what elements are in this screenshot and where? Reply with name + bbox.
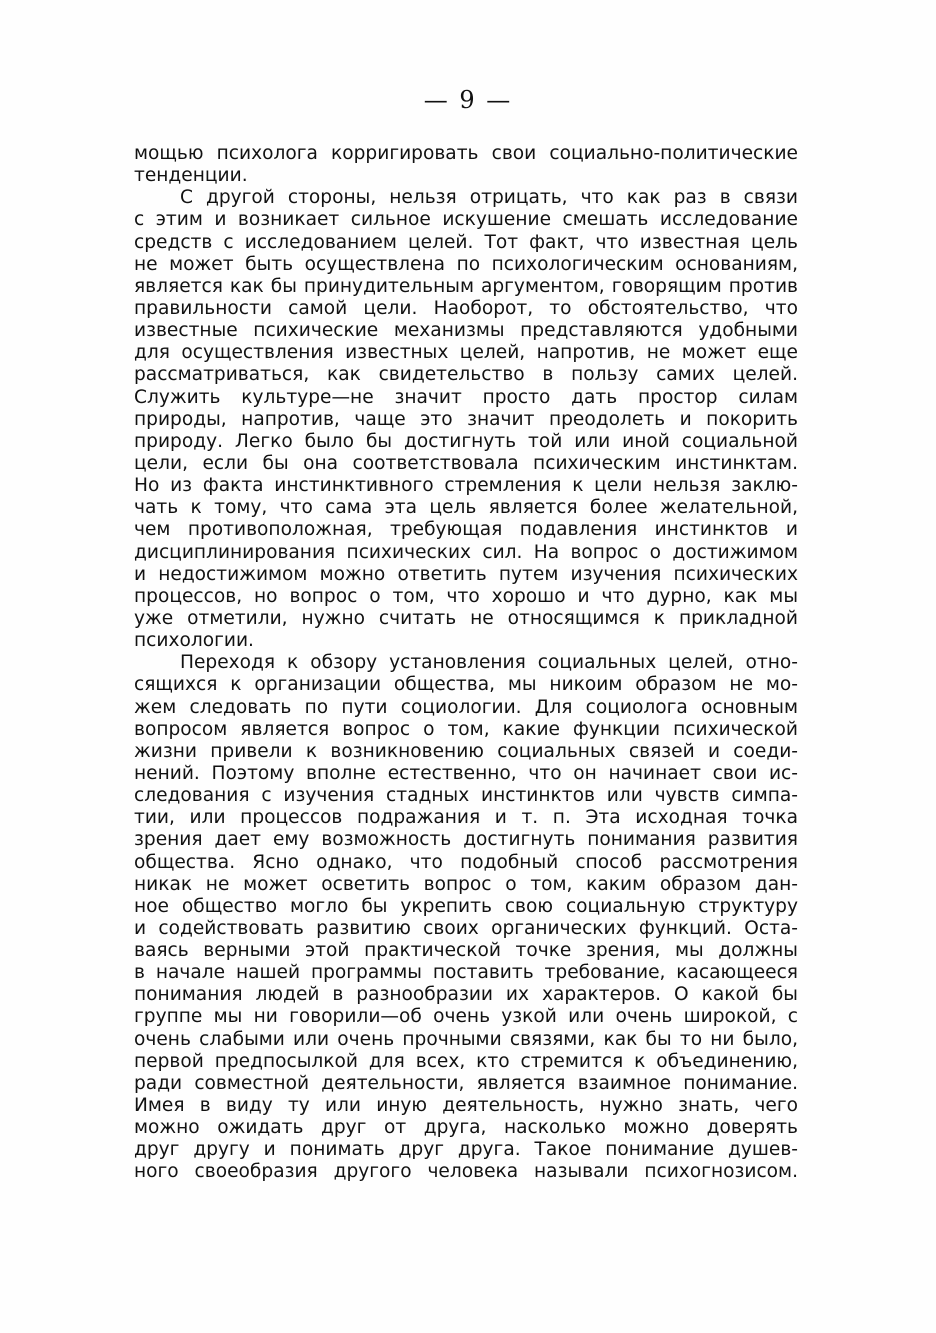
text-line: ваясь верными этой практической точке зрения, мы должны <box>134 940 798 962</box>
text-line: чем противоположная, требующая подавления инстинктов и <box>134 519 798 541</box>
text-line: ради совместной деятельности, является взаимное понимание. <box>134 1072 798 1094</box>
text-line: не может быть осуществлена по психологическим основаниям, <box>134 253 798 275</box>
text-line: друг другу и понимать друг друга. Такое понимание душев- <box>134 1139 798 1161</box>
text-line: ного своеобразия другого человека называли психогнозисом. <box>134 1161 798 1183</box>
page-number: — 9 — <box>423 86 513 114</box>
text-line: является как бы принудительным аргументом, говорящим против <box>134 275 798 297</box>
text-line: понимания людей в разнообразии их характеров. О какой бы <box>134 984 798 1006</box>
text-line: Служить культуре—не значит просто дать простор силам <box>134 386 798 408</box>
text-line: с этим и возникает сильное искушение смешать исследование <box>134 209 798 231</box>
text-line: для осуществления известных целей, напротив, не может еще <box>134 342 798 364</box>
text-line: нений. Поэтому вполне естественно, что он начинает свои ис- <box>134 762 798 784</box>
text-line: никак не может осветить вопрос о том, каким образом дан- <box>134 873 798 895</box>
text-line: средств с исследованием целей. Тот факт, что известная цель <box>134 231 798 253</box>
text-line: жем следовать по пути социологии. Для социолога основным <box>134 696 798 718</box>
text-line: и недостижимом можно ответить путем изучения психических <box>134 563 798 585</box>
text-line: первой предпосылкой для всех, кто стремится к объединению, <box>134 1050 798 1072</box>
text-line: цели, если бы она соответствовала психическим инстинктам. <box>134 452 798 474</box>
text-line: процессов, но вопрос о том, что хорошо и что дурно, как мы <box>134 585 798 607</box>
text-line: общества. Ясно однако, что подобный способ рассмотрения <box>134 851 798 873</box>
text-line: известные психические механизмы представляются удобными <box>134 320 798 342</box>
text-line: природы, напротив, чаще это значит преодолеть и покорить <box>134 408 798 430</box>
text-line: С другой стороны, нельзя отрицать, что как раз в связи <box>180 187 798 209</box>
text-line: жизни привели к возникновению социальных связей и соеди- <box>134 740 798 762</box>
text-line: Но из факта инстинктивного стремления к цели нельзя заклю- <box>134 475 798 497</box>
text-line: Переходя к обзору установления социальных целей, отно- <box>180 652 798 674</box>
text-line: Имея в виду ту или иную деятельность, нужно знать, чего <box>134 1095 798 1117</box>
text-line: зрения дает ему возможность достигнуть понимания развития <box>134 829 798 851</box>
text-line: ное общество могло бы укрепить свою социальную структуру <box>134 895 798 917</box>
text-line: тии, или процессов подражания и т. п. Эта исходная точка <box>134 807 798 829</box>
text-line: психологии. <box>134 630 254 652</box>
text-line: правильности самой цели. Наоборот, то обстоятельство, что <box>134 297 798 319</box>
text-line: мощью психолога корригировать свои социально-политические <box>134 143 798 164</box>
text-line: группе мы ни говорили—об очень узкой или очень широкой, с <box>134 1006 798 1028</box>
text-line: природу. Легко было бы достигнуть той или иной социальной <box>134 430 798 452</box>
text-line: рассматриваться, как свидетельство в пользу самих целей. <box>134 364 798 386</box>
text-line: и содействовать развитию своих органических функций. Оста- <box>134 917 798 939</box>
text-line: в начале нашей программы поставить требование, касающееся <box>134 962 798 984</box>
text-line: можно ожидать друг от друга, насколько можно доверять <box>134 1117 798 1139</box>
text-line: уже отметили, нужно считать не относящимся к прикладной <box>134 607 798 629</box>
text-line: дисциплинирования психических сил. На вопрос о достижимом <box>134 541 798 563</box>
text-line: сящихся к организации общества, мы никоим образом не мо- <box>134 674 798 696</box>
body-text <box>134 143 798 1184</box>
text-line: вопросом является вопрос о том, какие функции психической <box>134 718 798 740</box>
text-line: тенденции. <box>134 165 248 187</box>
text-line: очень слабыми или очень прочными связями, как бы то ни было, <box>134 1028 798 1050</box>
text-line: чать к тому, что сама эта цель является более желательной, <box>134 497 798 519</box>
text-line: следования с изучения стадных инстинктов или чувств симпа- <box>134 785 798 807</box>
